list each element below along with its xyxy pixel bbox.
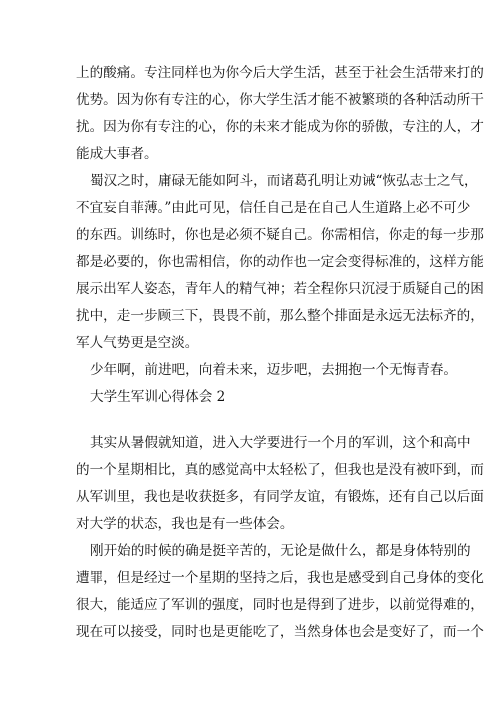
paragraph-line: 其实从暑假就知道，进入大学要进行一个月的军训，这个和高中 bbox=[90, 435, 471, 451]
paragraph-line: 上的酸痛。专注同样也为你今后大学生活，甚至于社会生活带来打的 bbox=[76, 65, 484, 81]
paragraph-line: 能成大事者。 bbox=[76, 146, 158, 162]
paragraph-line: 的一个星期相比，真的感觉高中太轻松了，但我也是没有被吓到，而 bbox=[76, 462, 484, 478]
paragraph-line: 不宜妄自菲薄。”由此可见，信任自己是在自己人生道路上必不可少 bbox=[76, 200, 471, 216]
paragraph-line: 从军训里，我也是收获挺多，有同学友谊，有锻炼，还有自己以后面 bbox=[76, 489, 484, 505]
paragraph-line: 刚开始的时候的确是挺辛苦的，无论是做什么，都是身体特别的 bbox=[90, 543, 471, 559]
paragraph-line: 对大学的状态，我也是有一些体会。 bbox=[76, 516, 294, 532]
paragraph-line: 都是必要的，你也需相信，你的动作也一定会变得标准的，这样方能 bbox=[76, 254, 484, 270]
paragraph-line: 扰。因为你有专注的心，你的未来才能成为你的骄傲，专注的人，才 bbox=[76, 119, 484, 135]
paragraph-line: 优势。因为你有专注的心，你大学生活才能不被繁琐的各种活动所干 bbox=[76, 92, 484, 108]
paragraph-line: 少年啊，前进吧，向着未来，迈步吧，去拥抱一个无悔青春。 bbox=[90, 362, 458, 378]
paragraph-line: 的东西。训练时，你也是必须不疑自己。你需相信，你走的每一步那 bbox=[76, 227, 484, 243]
paragraph-line: 遭罪，但是经过一个星期的坚持之后，我也是感受到自己身体的变化 bbox=[76, 570, 484, 586]
section-heading: 大学生军训心得体会 2 bbox=[90, 389, 226, 405]
paragraph-line: 很大，能适应了军训的强度，同时也是得到了进步，以前觉得难的， bbox=[76, 597, 484, 613]
paragraph-line: 军人气势更是空淡。 bbox=[76, 335, 199, 351]
paragraph-line: 蜀汉之时，庸碌无能如阿斗，而诸葛孔明让劝诫“恢弘志士之气， bbox=[90, 173, 478, 189]
paragraph-line: 扰中，走一步顾三下，畏畏不前，那么整个排面是永远无法标齐的， bbox=[76, 308, 484, 324]
paragraph-line: 展示出军人姿态，青年人的精气神；若全程你只沉浸于质疑自己的困 bbox=[76, 281, 484, 297]
paragraph-line: 现在可以接受，同时也是更能吃了，当然身体也会是变好了，而一个 bbox=[76, 624, 484, 640]
